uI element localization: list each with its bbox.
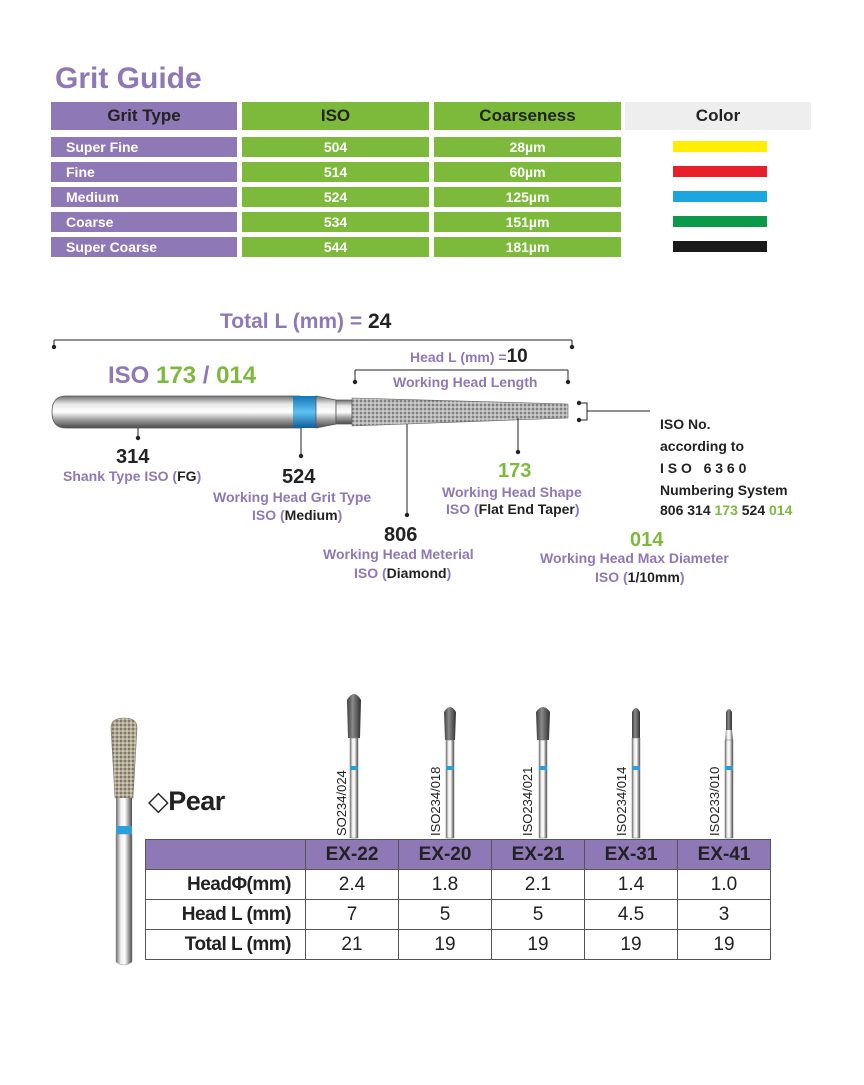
spec-row-head-length bbox=[146, 900, 771, 930]
grit-coarseness-cell: 181µm bbox=[434, 237, 621, 257]
table-cell: 1.4 bbox=[585, 870, 678, 900]
table-cell: 5 bbox=[399, 900, 492, 930]
row-label-head-diameter: HeadΦ(mm) bbox=[146, 870, 306, 900]
table-cell: 19 bbox=[399, 930, 492, 960]
spec-header-row bbox=[146, 840, 771, 870]
model-ex-31: EX-31 bbox=[585, 840, 678, 870]
grit-coarseness-cell: 151µm bbox=[434, 212, 621, 232]
diameter-description: Working Head Max Diameter bbox=[540, 550, 729, 566]
bur-ex-41 bbox=[725, 709, 733, 838]
shape-iso: ISO (Flat End Taper) bbox=[446, 501, 580, 517]
model-ex-41: EX-41 bbox=[678, 840, 771, 870]
iso-number-note: ISO No. according to I S O 6 3 6 0 Numbering System bbox=[660, 416, 788, 498]
bur-label-2: ISO234/018 bbox=[428, 766, 443, 836]
grit-type-cell: Medium bbox=[51, 187, 237, 207]
iso-full-code: 806 314 173 524 014 bbox=[660, 502, 793, 518]
table-cell: 5 bbox=[492, 900, 585, 930]
model-ex-22: EX-22 bbox=[306, 840, 399, 870]
bur-ex-31 bbox=[632, 708, 640, 838]
table-cell: 4.5 bbox=[585, 900, 678, 930]
table-cell: 1.8 bbox=[399, 870, 492, 900]
grit-coarseness-cell: 125µm bbox=[434, 187, 621, 207]
bur-ex-21 bbox=[536, 707, 550, 838]
header-grit-type: Grit Type bbox=[51, 102, 237, 130]
table-cell: 1.0 bbox=[678, 870, 771, 900]
table-cell: 19 bbox=[678, 930, 771, 960]
shank-number: 314 bbox=[116, 446, 150, 468]
bur-ex-22 bbox=[347, 694, 361, 838]
grit-guide-title: Grit Guide bbox=[55, 62, 202, 95]
material-iso: ISO (Diamond) bbox=[354, 565, 452, 581]
pear-spec-table bbox=[145, 839, 771, 960]
grit-iso-cell: 524 bbox=[242, 187, 429, 207]
bur-ex-20 bbox=[444, 707, 456, 838]
row-label-total-length: Total L (mm) bbox=[146, 930, 306, 960]
model-ex-21: EX-21 bbox=[492, 840, 585, 870]
iso-code-title: ISO 173 / 014 bbox=[108, 362, 257, 389]
bur-label-1: SO234/024 bbox=[334, 770, 349, 836]
header-coarseness: Coarseness bbox=[434, 102, 621, 130]
spec-corner-cell bbox=[146, 840, 306, 870]
table-cell: 21 bbox=[306, 930, 399, 960]
shank-description: Shank Type ISO (FG) bbox=[63, 468, 202, 484]
spec-row-total-length bbox=[146, 930, 771, 960]
row-label-head-length: Head L (mm) bbox=[146, 900, 306, 930]
grit-coarseness-cell: 60µm bbox=[434, 162, 621, 182]
spec-row-head-diameter bbox=[146, 870, 771, 900]
bur-label-3: ISO234/021 bbox=[520, 766, 535, 836]
grit-type-cell: Coarse bbox=[51, 212, 237, 232]
header-color: Color bbox=[625, 102, 811, 130]
grit-type-cell: Super Fine bbox=[51, 137, 237, 157]
model-ex-20: EX-20 bbox=[399, 840, 492, 870]
table-cell: 7 bbox=[306, 900, 399, 930]
table-cell: 2.4 bbox=[306, 870, 399, 900]
grit-iso-cell: 514 bbox=[242, 162, 429, 182]
shape-description: Working Head Shape bbox=[442, 484, 582, 500]
pear-title: ◇Pear bbox=[148, 786, 225, 816]
head-length-label: Head L (mm) =10 bbox=[410, 346, 528, 367]
working-head-length-label: Working Head Length bbox=[393, 374, 538, 390]
table-cell: 2.1 bbox=[492, 870, 585, 900]
material-number: 806 bbox=[384, 524, 418, 546]
grit-type-cell: Fine bbox=[51, 162, 237, 182]
table-cell: 19 bbox=[492, 930, 585, 960]
diameter-number: 014 bbox=[630, 529, 664, 551]
diameter-bracket bbox=[577, 401, 650, 422]
grit-description: Working Head Grit Type bbox=[213, 489, 372, 505]
grit-iso: ISO (Medium) bbox=[252, 507, 343, 523]
grit-iso-cell: 544 bbox=[242, 237, 429, 257]
bur-label-5: ISO233/010 bbox=[707, 766, 722, 836]
grit-type-cell: Super Coarse bbox=[51, 237, 237, 257]
header-iso: ISO bbox=[242, 102, 429, 130]
grit-number: 524 bbox=[282, 466, 316, 488]
shape-number: 173 bbox=[498, 460, 532, 482]
bur-image bbox=[52, 396, 568, 428]
total-length-label: Total L (mm) = 24 bbox=[220, 310, 392, 333]
grit-iso-cell: 504 bbox=[242, 137, 429, 157]
table-cell: 19 bbox=[585, 930, 678, 960]
grit-coarseness-cell: 28µm bbox=[434, 137, 621, 157]
grit-iso-cell: 534 bbox=[242, 212, 429, 232]
diameter-iso: ISO (1/10mm) bbox=[595, 569, 685, 585]
pear-bur-photo bbox=[111, 718, 137, 965]
bur-label-4: ISO234/014 bbox=[614, 766, 629, 836]
material-description: Working Head Meterial bbox=[323, 546, 474, 562]
table-cell: 3 bbox=[678, 900, 771, 930]
